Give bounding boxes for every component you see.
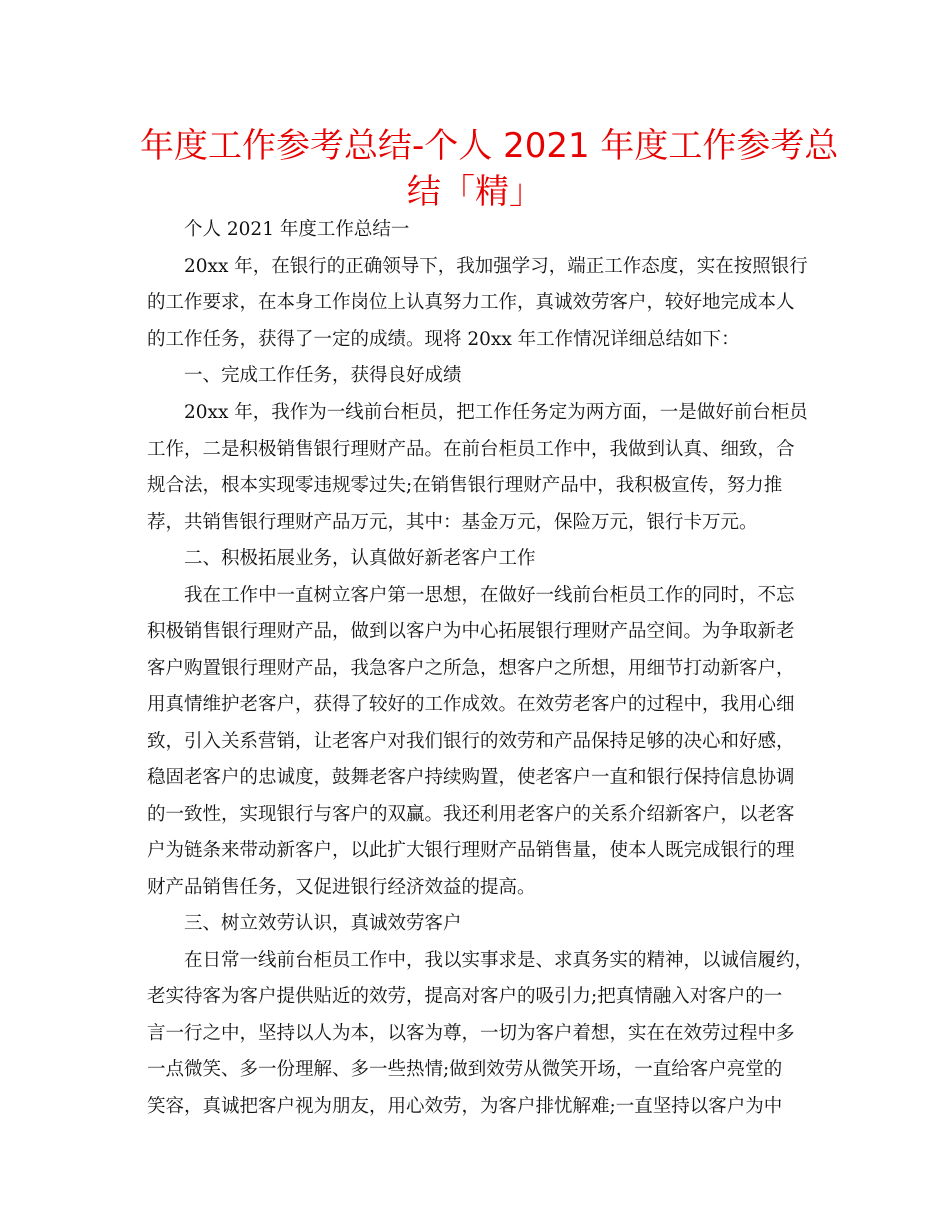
paragraph-line: 在日常一线前台柜员工作中，我以实事求是、求真务实的精神，以诚信履约， — [184, 950, 814, 971]
paragraph-line: 20xx 年，我作为一线前台柜员，把工作任务定为两方面，一是做好前台柜员 — [184, 402, 808, 423]
paragraph-line: 笑容，真诚把客户视为朋友，用心效劳，为客户排忧解难;一直坚持以客户为中 — [147, 1096, 783, 1117]
paragraph-line: 的工作要求，在本身工作岗位上认真努力工作，真诚效劳客户，较好地完成本人 — [147, 292, 795, 313]
subtitle: 个人 2021 年度工作总结一 — [184, 219, 410, 240]
paragraph-line: 用真情维护老客户，获得了较好的工作成效。在效劳老客户的过程中，我用心细 — [147, 694, 795, 715]
paragraph-line: 工作，二是积极销售银行理财产品。在前台柜员工作中，我做到认真、细致，合 — [147, 439, 795, 460]
section-heading: 二、积极拓展业务，认真做好新老客户工作 — [184, 548, 536, 569]
paragraph-line: 言一行之中，坚持以人为本，以客为尊，一切为客户着想，实在在效劳过程中多 — [147, 1023, 795, 1044]
paragraph-line: 一点微笑、多一份理解、多一些热情;做到效劳从微笑开场，一直给客户亮堂的 — [147, 1059, 783, 1080]
paragraph-line: 稳固老客户的忠诚度，鼓舞老客户持续购置，使老客户一直和银行保持信息协调 — [147, 767, 795, 788]
document-title-line-1: 年度工作参考总结-个人 2021 年度工作参考总 — [140, 126, 839, 166]
paragraph-line: 客户购置银行理财产品，我急客户之所急，想客户之所想，用细节打动新客户， — [147, 658, 795, 679]
paragraph-line: 老实待客为客户提供贴近的效劳，提高对客户的吸引力;把真情融入对客户的一 — [147, 986, 783, 1007]
paragraph-line: 财产品销售任务，又促进银行经济效益的提高。 — [147, 877, 536, 898]
paragraph-line: 我在工作中一直树立客户第一思想，在做好一线前台柜员工作的同时，不忘 — [184, 585, 795, 606]
paragraph-line: 荐，共销售银行理财产品万元，其中：基金万元，保险万元，银行卡万元。 — [147, 512, 758, 533]
section-heading: 三、树立效劳认识，真诚效劳客户 — [184, 913, 462, 934]
section-heading: 一、完成工作任务，获得良好成绩 — [184, 365, 462, 386]
paragraph-line: 致，引入关系营销，让老客户对我们银行的效劳和产品保持足够的决心和好感， — [147, 731, 795, 752]
paragraph-line: 的一致性，实现银行与客户的双赢。我还利用老客户的关系介绍新客户，以老客 — [147, 804, 795, 825]
paragraph-line: 规合法，根本实现零违规零过失;在销售银行理财产品中，我积极宣传，努力推 — [147, 475, 783, 496]
document-title-line-2: 结「精」 — [407, 172, 543, 212]
paragraph-line: 20xx 年，在银行的正确领导下，我加强学习，端正工作态度，实在按照银行 — [184, 256, 808, 277]
paragraph-line: 户为链条来带动新客户，以此扩大银行理财产品销售量，使本人既完成银行的理 — [147, 840, 795, 861]
paragraph-line: 积极销售银行理财产品，做到以客户为中心拓展银行理财产品空间。为争取新老 — [147, 621, 795, 642]
paragraph-line: 的工作任务，获得了一定的成绩。现将 20xx 年工作情况详细总结如下： — [147, 329, 740, 350]
